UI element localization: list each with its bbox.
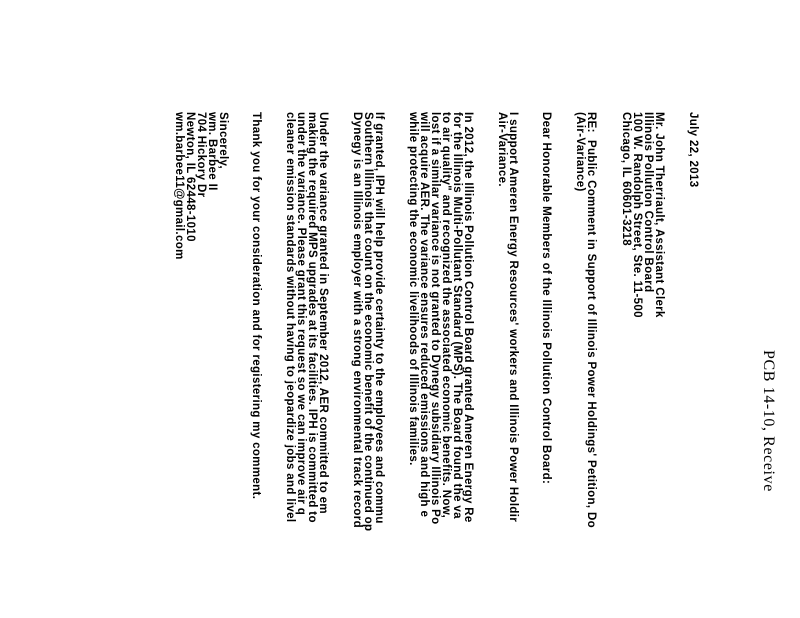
paragraph-line: for the Illinois Multi-Pollutant Standard (MPS). The Board found the va <box>451 112 463 519</box>
salutation: Dear Honorable Members of the Illinois Pollution Control Board: <box>540 112 552 485</box>
closing-line: Thank you for your consideration and for registering my comment. <box>250 112 262 500</box>
paragraph-line: cleaner emission standards without having to jeopardize jobs and livel <box>284 112 296 523</box>
paragraph-line: lost if a similar variance is not granted to Dynegy subsidiary Illinois Po <box>429 112 441 525</box>
signature-street: 704 Hickory Dr <box>195 112 207 198</box>
paragraph-line: making the required MPS upgrades at its facilities. IPH is committed to <box>306 112 318 523</box>
paragraph-line: In 2012, the Illinois Pollution Control Board granted Ameren Energy Re <box>462 112 474 523</box>
paragraph-line: Air-Variance. <box>496 112 508 187</box>
signature-city: Newton, IL 62448-1010 <box>184 112 196 242</box>
recipient-organization: Illinois Pollution Control Board <box>642 112 654 293</box>
paragraph-line: under the variance. Please grant this request so we can improve air q <box>295 112 307 516</box>
paragraph-line: I support Ameren Energy Resources' workers and Illinois Power Holdir <box>507 112 519 523</box>
paragraph-line: while protecting the economic livelihoods of Illinois families. <box>407 112 419 466</box>
letter-date: July 22, 2013 <box>687 112 699 188</box>
paragraph-line: to air quality" and recognized the associated economic benefits. Now, <box>440 112 452 519</box>
recipient-name: Mr. John Therriault, Assistant Clerk <box>653 112 665 318</box>
received-stamp-header: PCB 14-10, Receive <box>760 350 777 492</box>
subject-line: RE: Public Comment in Support of Illinois Power Holdings' Petition, Do <box>585 112 597 529</box>
subject-line: (Air-Variance) <box>574 112 586 192</box>
paragraph-line: Under the variance granted in September 2012, AER committed to em <box>317 112 329 514</box>
signature-closing: Sincerely, <box>217 112 229 169</box>
rotated-letter <box>173 0 786 618</box>
recipient-city: Chicago, IL 60601-3218 <box>620 112 632 247</box>
signature-email: wm.barbee11@gmail.com <box>173 112 185 260</box>
paragraph-line: Dynegy is an Illinois employer with a strong environmental track record <box>351 112 363 528</box>
recipient-street: 100 W. Randolph Street, Ste. 11-500 <box>631 112 643 318</box>
signature-name: wm. Barbee II <box>206 112 218 191</box>
paragraph-line: If granted, IPH will help provide certainty to the employees and commu <box>373 112 385 524</box>
paragraph-line: Southern Illinois that count on the economic benefit of the continued op <box>362 112 374 532</box>
paragraph-line: will acquire AER. The variance ensures reduced emissions and high e <box>418 112 430 518</box>
